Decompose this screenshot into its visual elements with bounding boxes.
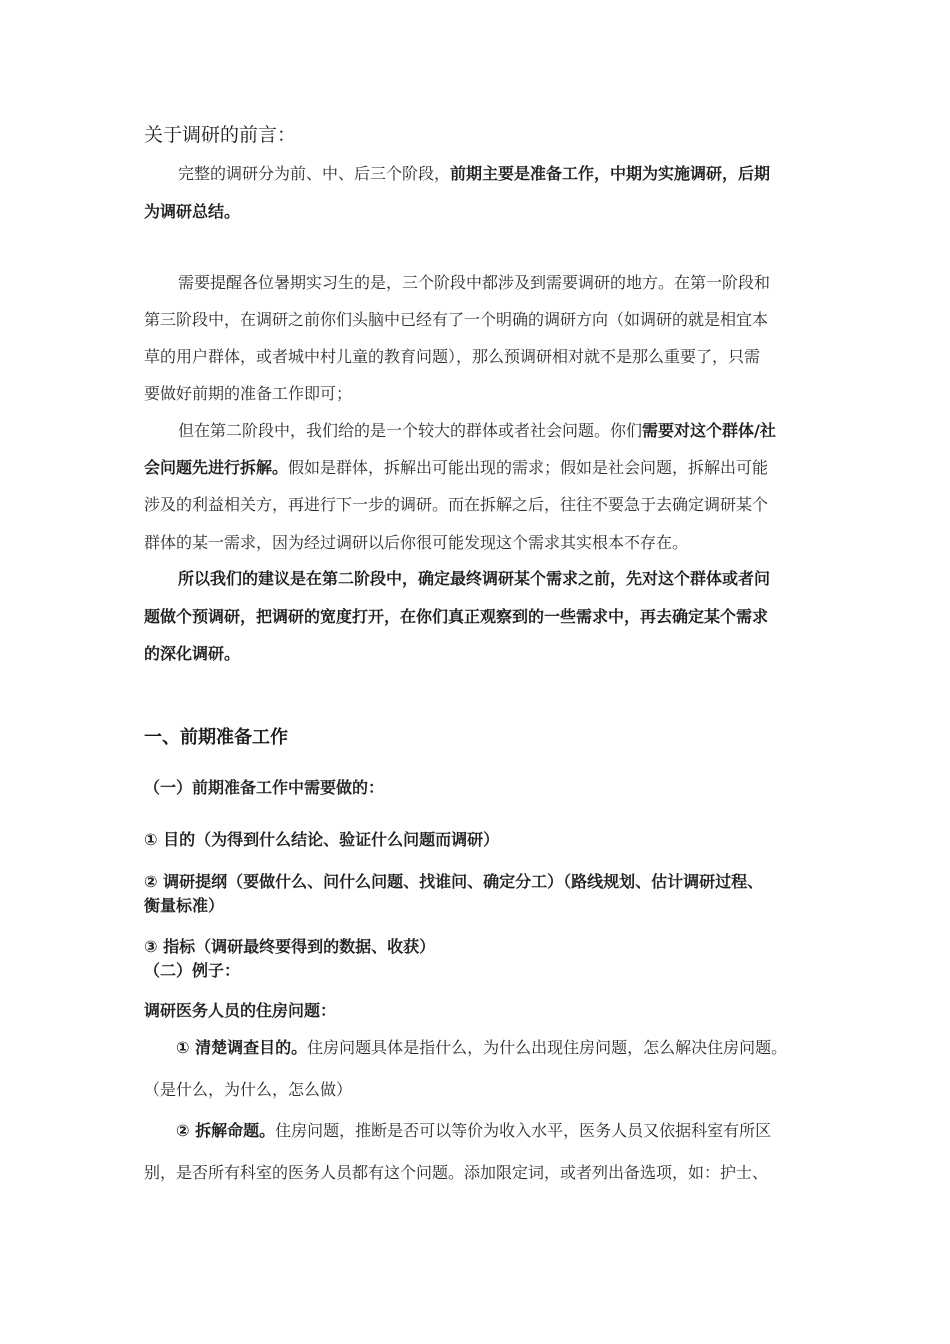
paragraph-3-line-4: 群体的某一需求，因为经过调研以后你很可能发现这个需求其实根本不存在。 bbox=[144, 533, 689, 552]
subheading-2: （二）例子： bbox=[144, 961, 241, 980]
list-item-1: ① 目的（为得到什么结论、验证什么问题而调研） bbox=[144, 830, 500, 849]
paragraph-3-emphasis: 需要对这个群体/社 bbox=[642, 421, 776, 440]
example-2-line-1 bbox=[176, 1120, 771, 1142]
preface-title: 关于调研的前言： bbox=[144, 124, 297, 146]
paragraph-4-line-3: 的深化调研。 bbox=[144, 644, 241, 663]
example-1-emphasis: ① 清楚调查目的。 bbox=[176, 1038, 308, 1057]
section-heading-1: 一、前期准备工作 bbox=[144, 727, 288, 748]
paragraph-1-emphasis: 前期主要是准备工作，中期为实施调研，后期 bbox=[450, 164, 771, 183]
paragraph-3-text: 但在第二阶段中，我们给的是一个较大的群体或者社会问题。你们 bbox=[178, 421, 643, 440]
paragraph-3-line-3: 涉及的利益相关方，再进行下一步的调研。而在拆解之后，往往不要急于去确定调研某个 bbox=[144, 495, 769, 514]
example-1-text: 住房问题具体是指什么，为什么出现住房问题，怎么解决住房问题。 bbox=[307, 1038, 788, 1057]
paragraph-1-line-2: 为调研总结。 bbox=[144, 202, 241, 221]
example-2-text: 住房问题，推断是否可以等价为收入水平，医务人员又依据科室有所区 bbox=[275, 1121, 772, 1140]
example-2-line-2: 别，是否所有科室的医务人员都有这个问题。添加限定词，或者列出备选项，如：护士、 bbox=[144, 1163, 769, 1182]
paragraph-3-emphasis-cont: 会问题先进行拆解。 bbox=[144, 458, 289, 477]
example-1-line-2: （是什么，为什么，怎么做） bbox=[144, 1080, 353, 1099]
list-item-3: ③ 指标（调研最终要得到的数据、收获） bbox=[144, 937, 436, 956]
paragraph-4-line-2: 题做个预调研，把调研的宽度打开，在你们真正观察到的一些需求中，再去确定某个需求 bbox=[144, 607, 769, 626]
paragraph-1-line-1 bbox=[178, 163, 770, 185]
paragraph-4-line-1: 所以我们的建议是在第二阶段中，确定最终调研某个需求之前，先对这个群体或者问 bbox=[178, 569, 771, 588]
subheading-1: （一）前期准备工作中需要做的： bbox=[144, 778, 385, 797]
paragraph-1-text: 完整的调研分为前、中、后三个阶段， bbox=[178, 164, 451, 183]
example-1-line-1 bbox=[176, 1037, 787, 1059]
paragraph-2-line-1: 需要提醒各位暑期实习生的是，三个阶段中都涉及到需要调研的地方。在第一阶段和 bbox=[178, 273, 771, 292]
example-title: 调研医务人员的住房问题： bbox=[144, 1001, 337, 1020]
paragraph-3-line-1 bbox=[178, 420, 776, 442]
example-2-emphasis: ② 拆解命题。 bbox=[176, 1121, 276, 1140]
paragraph-3-line-2 bbox=[144, 457, 768, 479]
list-item-2-line-2: 衡量标准） bbox=[144, 896, 225, 915]
paragraph-2-line-3: 草的用户群体，或者城中村儿童的教育问题），那么预调研相对就不是那么重要了，只需 bbox=[144, 347, 761, 366]
list-item-2-line-1: ② 调研提纲（要做什么、问什么问题、找谁问、确定分工）（路线规划、估计调研过程、 bbox=[144, 872, 764, 891]
paragraph-2-line-4: 要做好前期的准备工作即可； bbox=[144, 384, 353, 403]
paragraph-3-text-cont: 假如是群体，拆解出可能出现的需求；假如是社会问题，拆解出可能 bbox=[288, 458, 769, 477]
paragraph-2-line-2: 第三阶段中，在调研之前你们头脑中已经有了一个明确的调研方向（如调研的就是相宜本 bbox=[144, 310, 769, 329]
